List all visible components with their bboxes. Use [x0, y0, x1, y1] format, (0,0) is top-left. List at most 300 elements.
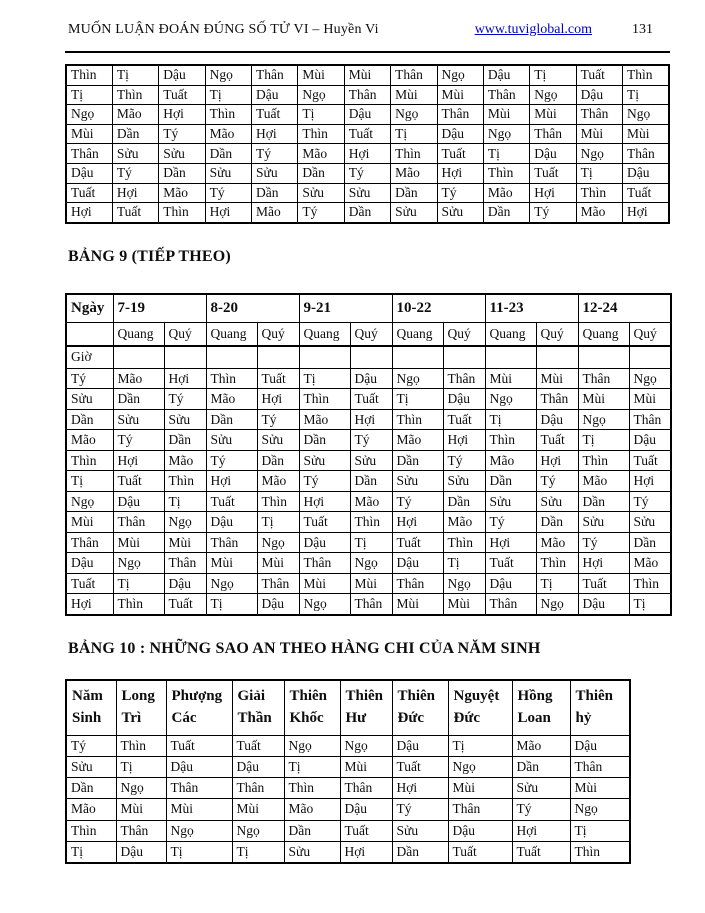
- zodiac-cell: Thìn: [66, 65, 112, 85]
- zodiac-cell: Mão: [512, 735, 570, 756]
- zodiac-cell: Tý: [344, 163, 390, 183]
- zodiac-cell: Tuất: [113, 471, 164, 492]
- bang10-header-row: [66, 680, 630, 736]
- zodiac-cell: Hợi: [299, 491, 350, 512]
- zodiac-cell: Sửu: [392, 471, 443, 492]
- zodiac-cell: Mão: [252, 203, 298, 223]
- zodiac-cell: Dậu: [257, 594, 299, 615]
- time-range-header: 10-22: [392, 294, 485, 323]
- row-label: Thìn: [66, 450, 113, 471]
- zodiac-cell: Ngọ: [448, 756, 512, 777]
- row-label: Dần: [66, 409, 113, 430]
- zodiac-cell: Mão: [576, 203, 622, 223]
- zodiac-cell: Tị: [576, 163, 622, 183]
- zodiac-cell: Mão: [112, 105, 158, 125]
- zodiac-cell: Thân: [299, 553, 350, 574]
- zodiac-cell: Sửu: [257, 430, 299, 451]
- zodiac-cell: Mùi: [340, 756, 392, 777]
- zodiac-cell: Mão: [205, 124, 251, 144]
- zodiac-cell: Mùi: [257, 553, 299, 574]
- bang9-subheader-row: [66, 322, 671, 346]
- row-label: Sửu: [66, 389, 113, 410]
- zodiac-cell: Dậu: [252, 85, 298, 105]
- zodiac-cell: Dậu: [448, 820, 512, 841]
- zodiac-cell: Mùi: [448, 778, 512, 799]
- zodiac-cell: Tuất: [206, 491, 257, 512]
- zodiac-cell: Dậu: [623, 163, 670, 183]
- table-row: [66, 409, 671, 430]
- zodiac-cell: Tuất: [437, 144, 483, 164]
- zodiac-cell: Hợi: [623, 203, 670, 223]
- zodiac-cell: Mùi: [344, 65, 390, 85]
- zodiac-cell: Ngọ: [629, 368, 671, 389]
- zodiac-cell: Mão: [257, 471, 299, 492]
- zodiac-cell: Sửu: [298, 183, 344, 203]
- zodiac-cell: Ngọ: [485, 389, 536, 410]
- zodiac-cell: Mùi: [530, 105, 576, 125]
- zodiac-cell: Tý: [112, 163, 158, 183]
- page-header: [0, 0, 705, 38]
- website-link[interactable]: www.tuviglobal.com: [474, 22, 592, 37]
- zodiac-cell: Dậu: [437, 124, 483, 144]
- quang-header: Quang: [206, 322, 257, 346]
- zodiac-cell: Thân: [391, 65, 437, 85]
- quy-header: Quý: [629, 322, 671, 346]
- zodiac-cell: Ngọ: [257, 532, 299, 553]
- zodiac-cell: Tị: [536, 573, 578, 594]
- zodiac-cell: Thìn: [284, 778, 340, 799]
- zodiac-cell: Thân: [576, 105, 622, 125]
- zodiac-cell: Ngọ: [299, 594, 350, 615]
- zodiac-cell: Mão: [578, 471, 629, 492]
- table-row: [66, 756, 630, 777]
- zodiac-cell: Ngọ: [284, 735, 340, 756]
- zodiac-cell: Sửu: [299, 450, 350, 471]
- zodiac-cell: Dậu: [116, 841, 166, 863]
- row-label: Thân: [66, 532, 113, 553]
- table-row: [66, 65, 669, 85]
- table-row: [66, 203, 669, 223]
- zodiac-cell: Ngọ: [576, 144, 622, 164]
- zodiac-cell: Dần: [485, 471, 536, 492]
- table-row: [66, 512, 671, 533]
- zodiac-cell: Dậu: [485, 573, 536, 594]
- empty-cell: [164, 346, 206, 369]
- zodiac-cell: Thân: [437, 105, 483, 125]
- zodiac-cell: Tị: [113, 573, 164, 594]
- zodiac-cell: Thân: [536, 389, 578, 410]
- table-row: [66, 799, 630, 820]
- zodiac-cell: Mùi: [391, 85, 437, 105]
- zodiac-cell: Tuất: [232, 735, 284, 756]
- zodiac-cell: Ngọ: [623, 105, 670, 125]
- zodiac-cell: Thân: [257, 573, 299, 594]
- zodiac-cell: Ngọ: [350, 553, 392, 574]
- row-label: Tý: [66, 735, 116, 756]
- zodiac-cell: Dậu: [344, 105, 390, 125]
- zodiac-cell: Dậu: [340, 799, 392, 820]
- zodiac-cell: Tuất: [448, 841, 512, 863]
- zodiac-cell: Ngọ: [340, 735, 392, 756]
- zodiac-cell: Dậu: [530, 144, 576, 164]
- zodiac-cell: Thìn: [623, 65, 670, 85]
- zodiac-cell: Tuất: [252, 105, 298, 125]
- zodiac-cell: Thìn: [483, 163, 529, 183]
- zodiac-cell: Thìn: [576, 183, 622, 203]
- star-column-header: Nguyệt Đức: [448, 680, 512, 736]
- zodiac-cell: Tý: [113, 430, 164, 451]
- zodiac-cell: Dần: [205, 144, 251, 164]
- zodiac-cell: Tý: [298, 203, 344, 223]
- zodiac-cell: Mùi: [392, 594, 443, 615]
- zodiac-cell: Tý: [252, 144, 298, 164]
- table-row: [66, 368, 671, 389]
- zodiac-cell: Mão: [350, 491, 392, 512]
- zodiac-cell: Sửu: [578, 512, 629, 533]
- zodiac-cell: Dậu: [629, 430, 671, 451]
- table-row: [66, 389, 671, 410]
- zodiac-cell: Mão: [159, 183, 205, 203]
- zodiac-table-top: [65, 64, 670, 224]
- empty-cell: [629, 346, 671, 369]
- zodiac-cell: Dần: [206, 409, 257, 430]
- zodiac-cell: Thân: [578, 368, 629, 389]
- zodiac-cell: Thân: [483, 85, 529, 105]
- zodiac-cell: Dậu: [443, 389, 485, 410]
- zodiac-cell: Dần: [164, 430, 206, 451]
- zodiac-cell: Ngọ: [166, 820, 232, 841]
- zodiac-cell: Mùi: [116, 799, 166, 820]
- zodiac-cell: Ngọ: [530, 85, 576, 105]
- empty-cell: [350, 346, 392, 369]
- zodiac-cell: Tuất: [159, 85, 205, 105]
- zodiac-cell: Dậu: [578, 594, 629, 615]
- zodiac-cell: Tý: [205, 183, 251, 203]
- star-column-header: Hồng Loan: [512, 680, 570, 736]
- zodiac-cell: Ngọ: [113, 553, 164, 574]
- row-label: Tuất: [66, 573, 113, 594]
- zodiac-cell: Thân: [570, 756, 630, 777]
- zodiac-cell: Hợi: [113, 450, 164, 471]
- zodiac-cell: Tuất: [629, 450, 671, 471]
- zodiac-cell: Tị: [299, 368, 350, 389]
- row-label: Mùi: [66, 512, 113, 533]
- zodiac-cell: Thân: [116, 820, 166, 841]
- zodiac-cell: Sửu: [159, 144, 205, 164]
- quy-header: Quý: [536, 322, 578, 346]
- zodiac-cell: Tị: [350, 532, 392, 553]
- zodiac-cell: Mùi: [443, 594, 485, 615]
- zodiac-cell: Dần: [298, 163, 344, 183]
- table-row: [66, 124, 669, 144]
- zodiac-cell: Mùi: [66, 124, 112, 144]
- zodiac-cell: Mão: [443, 512, 485, 533]
- empty-header-cell: [66, 322, 113, 346]
- table-row: [66, 183, 669, 203]
- zodiac-cell: Tuất: [512, 841, 570, 863]
- zodiac-cell: Dậu: [350, 368, 392, 389]
- row-label: Tị: [66, 841, 116, 863]
- table-row: [66, 163, 669, 183]
- zodiac-cell: Mùi: [298, 65, 344, 85]
- zodiac-cell: Thìn: [485, 430, 536, 451]
- zodiac-cell: Sửu: [164, 409, 206, 430]
- zodiac-cell: Dậu: [206, 512, 257, 533]
- zodiac-cell: Tý: [350, 430, 392, 451]
- time-range-header: 11-23: [485, 294, 578, 323]
- day-column-header: Ngày: [66, 294, 113, 323]
- zodiac-cell: Sửu: [344, 183, 390, 203]
- zodiac-cell: Dần: [392, 450, 443, 471]
- bang10-heading: BẢNG 10 : NHỮNG SAO AN THEO HÀNG CHI CỦA NĂM SINH: [68, 639, 541, 657]
- bang9-table: [65, 293, 672, 616]
- zodiac-cell: Dậu: [536, 409, 578, 430]
- zodiac-cell: Mão: [113, 368, 164, 389]
- zodiac-cell: Dần: [252, 183, 298, 203]
- zodiac-cell: Sửu: [112, 144, 158, 164]
- bang9-table-head: [66, 294, 671, 346]
- zodiac-cell: Tuất: [350, 389, 392, 410]
- bang9-table-body: [66, 346, 671, 615]
- table-row: [66, 144, 669, 164]
- zodiac-cell: Thân: [448, 799, 512, 820]
- zodiac-cell: Tuất: [530, 163, 576, 183]
- zodiac-cell: Thân: [344, 85, 390, 105]
- zodiac-cell: Tị: [578, 430, 629, 451]
- star-column-header: Giải Thần: [232, 680, 284, 736]
- zodiac-cell: Thân: [232, 778, 284, 799]
- zodiac-cell: Tị: [232, 841, 284, 863]
- zodiac-cell: Thân: [485, 594, 536, 615]
- table-row: [66, 105, 669, 125]
- zodiac-cell: Hợi: [340, 841, 392, 863]
- zodiac-cell: Tị: [443, 553, 485, 574]
- zodiac-cell: Tý: [485, 512, 536, 533]
- bang10-table-body: [66, 735, 630, 863]
- zodiac-cell: Mùi: [164, 532, 206, 553]
- row-label: Dần: [66, 778, 116, 799]
- zodiac-cell: Tuất: [257, 368, 299, 389]
- quang-header: Quang: [113, 322, 164, 346]
- zodiac-cell: Tuất: [392, 756, 448, 777]
- zodiac-cell: Thìn: [112, 85, 158, 105]
- zodiac-cell: Thìn: [350, 512, 392, 533]
- table-row: [66, 735, 630, 756]
- star-column-header: Phượng Các: [166, 680, 232, 736]
- row-label: Thìn: [66, 820, 116, 841]
- row-label: Tý: [66, 368, 113, 389]
- zodiac-cell: Tuất: [340, 820, 392, 841]
- table-row: [66, 450, 671, 471]
- zodiac-cell: Mão: [536, 532, 578, 553]
- zodiac-cell: Thân: [113, 512, 164, 533]
- zodiac-cell: Thìn: [392, 409, 443, 430]
- star-column-header: Thiên Hư: [340, 680, 392, 736]
- zodiac-cell: Hợi: [392, 778, 448, 799]
- empty-cell: [299, 346, 350, 369]
- zodiac-cell: Ngọ: [391, 105, 437, 125]
- zodiac-cell: Sửu: [485, 491, 536, 512]
- zodiac-cell: Ngọ: [437, 65, 483, 85]
- zodiac-cell: Sửu: [391, 203, 437, 223]
- zodiac-cell: Dần: [112, 124, 158, 144]
- page-number: 131: [632, 22, 653, 37]
- zodiac-cell: Thân: [166, 778, 232, 799]
- zodiac-cell: Thìn: [578, 450, 629, 471]
- zodiac-cell: Tuất: [485, 553, 536, 574]
- quy-header: Quý: [350, 322, 392, 346]
- zodiac-cell: Dậu: [392, 553, 443, 574]
- zodiac-cell: Tý: [512, 799, 570, 820]
- table-row: [66, 820, 630, 841]
- zodiac-cell: Tý: [578, 532, 629, 553]
- zodiac-cell: Hợi: [629, 471, 671, 492]
- zodiac-cell: Sửu: [205, 163, 251, 183]
- zodiac-cell: Thân: [66, 144, 112, 164]
- zodiac-cell: Mão: [299, 409, 350, 430]
- zodiac-cell: Thìn: [536, 553, 578, 574]
- header-divider: [65, 51, 670, 53]
- zodiac-cell: Tị: [206, 594, 257, 615]
- zodiac-cell: Tị: [116, 756, 166, 777]
- zodiac-cell: Dần: [391, 183, 437, 203]
- zodiac-cell: Hợi: [164, 368, 206, 389]
- zodiac-table-top-body: [66, 65, 669, 223]
- zodiac-cell: Tuất: [443, 409, 485, 430]
- zodiac-cell: Tị: [448, 735, 512, 756]
- zodiac-cell: Hợi: [205, 203, 251, 223]
- zodiac-cell: Dần: [344, 203, 390, 223]
- zodiac-cell: Dậu: [299, 532, 350, 553]
- zodiac-cell: Thìn: [159, 203, 205, 223]
- row-label: Tị: [66, 471, 113, 492]
- quang-header: Quang: [578, 322, 629, 346]
- zodiac-cell: Hợi: [112, 183, 158, 203]
- zodiac-cell: Tị: [485, 409, 536, 430]
- zodiac-cell: Dần: [512, 756, 570, 777]
- zodiac-cell: Mùi: [206, 553, 257, 574]
- quang-header: Quang: [299, 322, 350, 346]
- zodiac-cell: Sửu: [629, 512, 671, 533]
- zodiac-cell: Tị: [483, 144, 529, 164]
- zodiac-cell: Tý: [530, 203, 576, 223]
- zodiac-cell: Hợi: [536, 450, 578, 471]
- zodiac-cell: Hợi: [344, 144, 390, 164]
- zodiac-cell: Sửu: [536, 491, 578, 512]
- zodiac-cell: Hợi: [392, 512, 443, 533]
- zodiac-cell: Thân: [340, 778, 392, 799]
- zodiac-cell: Hợi: [578, 553, 629, 574]
- zodiac-cell: Mùi: [483, 105, 529, 125]
- zodiac-cell: Thân: [443, 368, 485, 389]
- zodiac-cell: Sửu: [443, 471, 485, 492]
- zodiac-cell: Tý: [164, 389, 206, 410]
- zodiac-cell: Mão: [391, 163, 437, 183]
- zodiac-cell: Tuất: [66, 183, 112, 203]
- zodiac-cell: Tý: [392, 799, 448, 820]
- zodiac-cell: Tị: [205, 85, 251, 105]
- zodiac-cell: Tị: [112, 65, 158, 85]
- zodiac-cell: Mùi: [166, 799, 232, 820]
- zodiac-cell: Thìn: [164, 471, 206, 492]
- zodiac-cell: Dậu: [166, 756, 232, 777]
- zodiac-cell: Dần: [392, 841, 448, 863]
- zodiac-cell: Sửu: [252, 163, 298, 183]
- zodiac-cell: Hợi: [206, 471, 257, 492]
- table-row: [66, 471, 671, 492]
- zodiac-cell: Hợi: [159, 105, 205, 125]
- zodiac-cell: Hợi: [512, 820, 570, 841]
- zodiac-cell: Ngọ: [206, 573, 257, 594]
- zodiac-cell: Dậu: [576, 85, 622, 105]
- zodiac-cell: Tý: [437, 183, 483, 203]
- zodiac-cell: Tuất: [576, 65, 622, 85]
- zodiac-cell: Sửu: [206, 430, 257, 451]
- row-label: Dậu: [66, 553, 113, 574]
- zodiac-cell: Dậu: [232, 756, 284, 777]
- zodiac-cell: Ngọ: [66, 105, 112, 125]
- empty-cell: [206, 346, 257, 369]
- zodiac-cell: Tý: [629, 491, 671, 512]
- empty-cell: [257, 346, 299, 369]
- zodiac-cell: Thân: [623, 144, 670, 164]
- table-row: [66, 491, 671, 512]
- zodiac-cell: Tý: [159, 124, 205, 144]
- zodiac-cell: Ngọ: [298, 85, 344, 105]
- zodiac-cell: Tị: [166, 841, 232, 863]
- zodiac-cell: Dần: [299, 430, 350, 451]
- zodiac-cell: Dần: [578, 491, 629, 512]
- zodiac-cell: Thân: [164, 553, 206, 574]
- zodiac-cell: Tuất: [166, 735, 232, 756]
- zodiac-cell: Dần: [284, 820, 340, 841]
- zodiac-cell: Sửu: [113, 409, 164, 430]
- table-row: [66, 553, 671, 574]
- zodiac-cell: Dần: [629, 532, 671, 553]
- zodiac-cell: Tuất: [299, 512, 350, 533]
- zodiac-cell: Ngọ: [536, 594, 578, 615]
- zodiac-cell: Thìn: [205, 105, 251, 125]
- zodiac-cell: Hợi: [437, 163, 483, 183]
- zodiac-cell: Mùi: [623, 124, 670, 144]
- star-column-header: Năm Sinh: [66, 680, 116, 736]
- zodiac-cell: Dần: [350, 471, 392, 492]
- quang-header: Quang: [485, 322, 536, 346]
- zodiac-cell: Dậu: [113, 491, 164, 512]
- table-row: [66, 573, 671, 594]
- zodiac-cell: Mão: [298, 144, 344, 164]
- zodiac-cell: Hợi: [485, 532, 536, 553]
- time-range-header: 9-21: [299, 294, 392, 323]
- zodiac-cell: Tý: [392, 491, 443, 512]
- zodiac-cell: Tị: [284, 756, 340, 777]
- table-row: [66, 85, 669, 105]
- zodiac-cell: Tị: [530, 65, 576, 85]
- zodiac-cell: Tý: [536, 471, 578, 492]
- empty-cell: [392, 346, 443, 369]
- zodiac-cell: Thìn: [391, 144, 437, 164]
- time-range-header: 7-19: [113, 294, 206, 323]
- star-column-header: Thiên hỷ: [570, 680, 630, 736]
- quang-header: Quang: [392, 322, 443, 346]
- bang9-heading: BẢNG 9 (TIẾP THEO): [68, 247, 231, 265]
- zodiac-cell: Sửu: [392, 820, 448, 841]
- zodiac-cell: Thìn: [570, 841, 630, 863]
- zodiac-cell: Dần: [536, 512, 578, 533]
- zodiac-cell: Tý: [257, 409, 299, 430]
- zodiac-cell: Sửu: [350, 450, 392, 471]
- hour-row-label: Giờ: [66, 346, 113, 369]
